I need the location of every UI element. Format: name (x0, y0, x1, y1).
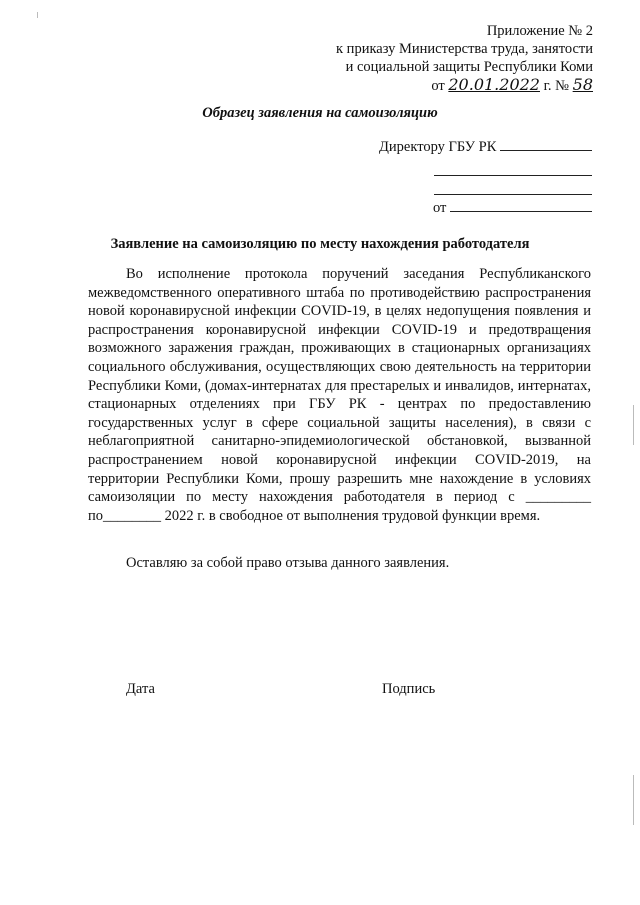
appendix-ministry-line: и социальной защиты Республики Коми (345, 59, 593, 75)
date-label: Дата (126, 681, 155, 697)
addressee-blank-line-1[interactable] (434, 159, 592, 176)
addressee-block (379, 136, 592, 218)
from-label: от (432, 200, 447, 216)
addressee-label: Директору ГБУ РК (379, 139, 497, 155)
reserve-right-statement: Оставляю за собой право отзыва данного заявления. (126, 555, 450, 571)
appendix-title: Приложение № 2 (486, 23, 593, 39)
body-text (88, 265, 591, 525)
from-line (379, 197, 592, 218)
handwritten-date: 20.01.2022 (448, 75, 540, 94)
appendix-date-line (336, 76, 593, 95)
addressee-blank-line-2[interactable] (434, 178, 592, 195)
year-number-label: г. № (543, 78, 570, 94)
appendix-order-line: к приказу Министерства труда, занятости (336, 41, 593, 57)
sample-title: Образец заявления на самоизоляцию (202, 105, 438, 121)
handwritten-number: 58 (572, 75, 593, 94)
scan-edge-mark (633, 775, 634, 825)
date-prefix: от (431, 78, 445, 94)
appendix-block (336, 22, 593, 95)
addressee-line (379, 136, 592, 157)
body-paragraph: Во исполнение протокола поручений заседания Республиканского межведомственного оперативного штаба по противодействию распространения новой коронавирусной инфекции COVID-19, в целях недопущения появления и распространения коронавирусной инфекции COVID-19 и предотвращения возможного заражения граждан, проживающих в стационарных организациях социального обслуживания, осуществляющих свою деятельность на территории Республики Коми, (домах-интернатах для престарелых и инвалидов, интернатах, стационарных отделениях при ГБУ РК - центрах по предоставлению государственных услуг в сфере социальной защиты населения), в связи с неблагоприятной санитарно-эпидемиологической обстановкой, вызванной распространением новой коронавирусной инфекции COVID-2019, на территории Республики Коми, прошу разрешить мне нахождение в условиях самоизоляции по месту нахождения работодателя в период с _________ по________ 2022 г. в свободное от выполнения трудовой функции время. (88, 266, 591, 524)
document-heading: Заявление на самоизоляцию по месту нахождения работодателя (110, 236, 530, 252)
scan-speck (37, 12, 38, 18)
from-name-field[interactable] (450, 197, 592, 212)
director-name-field[interactable] (500, 136, 592, 151)
signature-label: Подпись (382, 681, 436, 697)
scan-edge-mark (633, 405, 634, 445)
